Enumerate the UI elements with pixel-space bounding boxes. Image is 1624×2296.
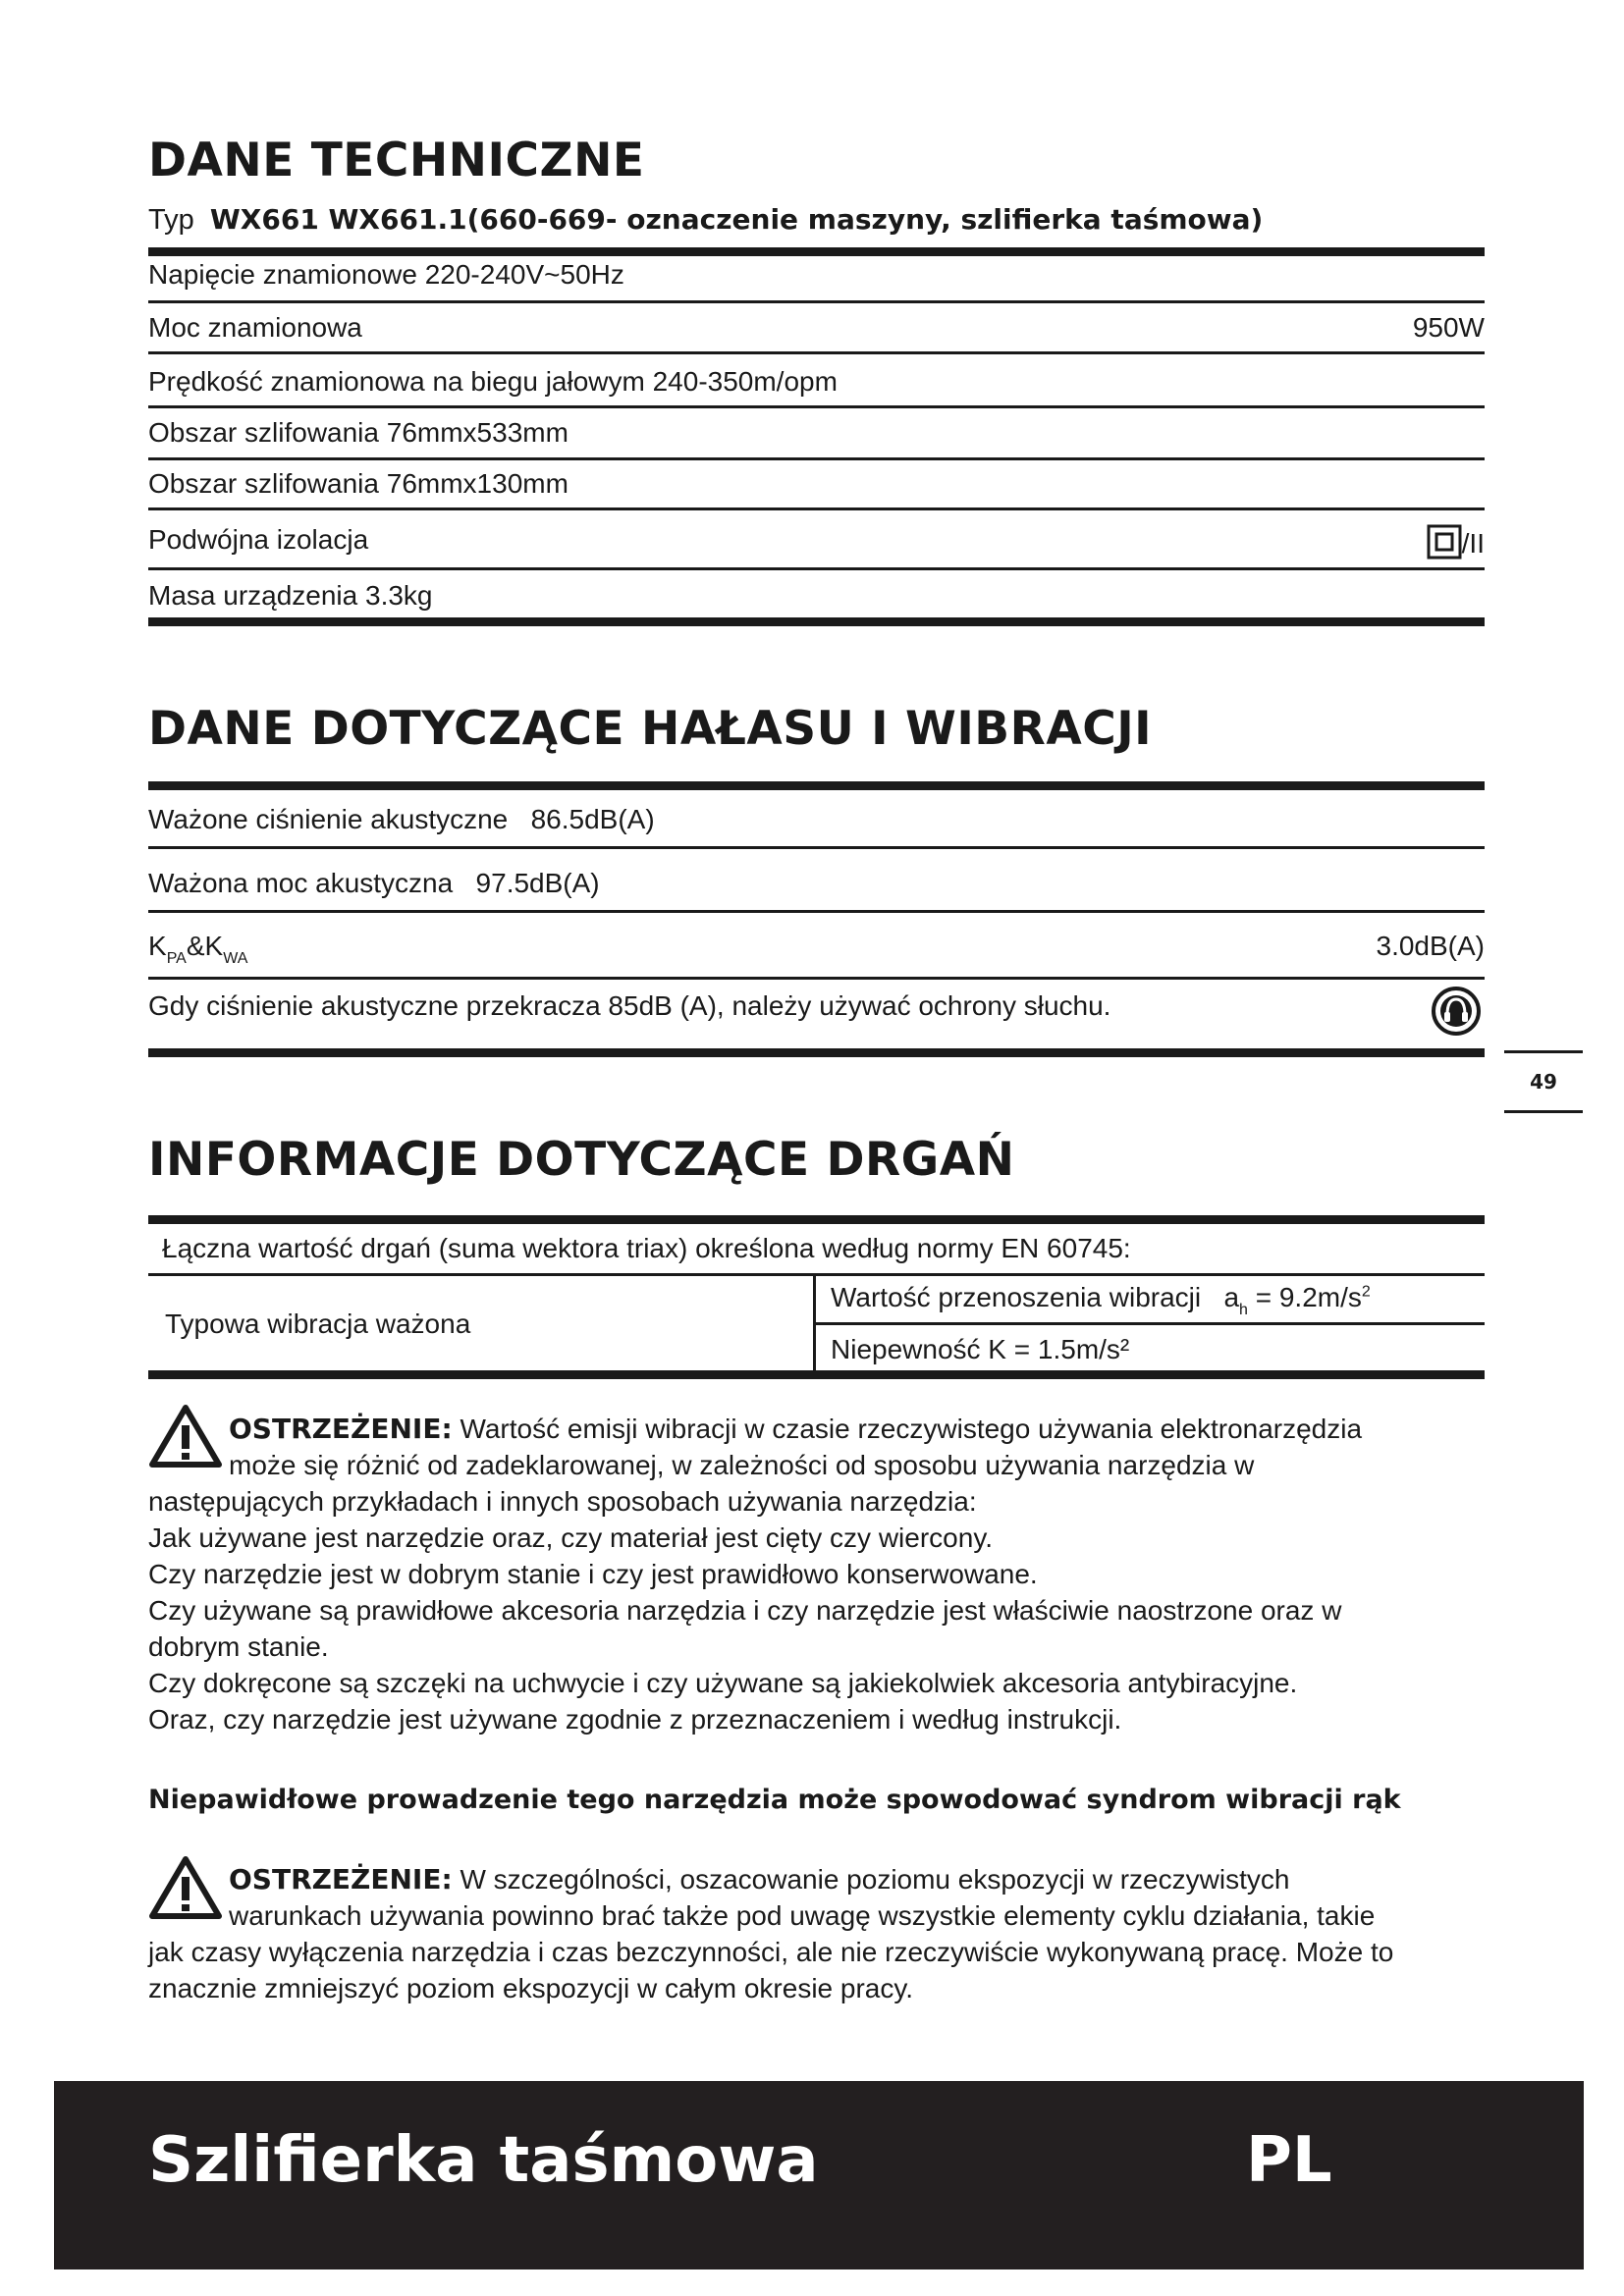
- warning-block-2: OSTRZEŻENIE: W szczególności, oszacowanie poziomu ekspozycji w rzeczywistych warunkach używania powinno brać także pod uwagę wszystkie elementy cyklu działania, takie jak czasy wyłączenia narzędzia i czas bezczynności, ale nie rzeczywiście wykonywaną pracę. Może to znacznie zmniejszyć poziom ekspozycji w całym okresie pracy.: [148, 1863, 1394, 2003]
- vibration-transfer: Wartość przenoszenia wibracji $a_h = 9.2m/s^2$: [831, 1282, 1371, 1318]
- footer-title: Szlifierka taśmowa: [148, 2124, 819, 2197]
- footer-band: [54, 2081, 1584, 2269]
- table-top-rule: [148, 781, 1485, 790]
- tech-row-insulation: Podwójna izolacja /II: [148, 524, 1485, 559]
- noise-row-pressure: Ważone ciśnienie akustyczne 86.5dB(A): [148, 804, 655, 834]
- power-value: 97.5dB(A): [475, 868, 600, 898]
- tech-section-title: DANE TECHNICZNE: [148, 133, 645, 187]
- tech-row-area2: Obszar szlifowania 76mmx130mm: [148, 468, 568, 499]
- row-divider: [148, 507, 1485, 510]
- table-bottom-rule: [148, 617, 1485, 626]
- tech-row-speed: Prędkość znamionowa na biegu jałowym 240-350m/opm: [148, 366, 838, 397]
- pressure-value: 86.5dB(A): [530, 804, 655, 834]
- table-top-rule: [148, 1215, 1485, 1224]
- row-divider: [148, 910, 1485, 913]
- page-number: 49: [1504, 1050, 1583, 1113]
- row-divider: [148, 846, 1485, 849]
- tech-row-power: Moc znamionowa 950W: [148, 312, 1485, 343]
- type-label: Typ: [148, 204, 194, 236]
- vibration-section-title: INFORMACJE DOTYCZĄCE DRGAŃ: [148, 1133, 1015, 1187]
- row-divider: [148, 1273, 1485, 1276]
- noise-row-hearing: Gdy ciśnienie akustyczne przekracza 85dB (A), należy używać ochrony słuchu.: [148, 990, 1111, 1021]
- tech-row-mass: Masa urządzenia 3.3kg: [148, 580, 433, 611]
- type-value: WX661 WX661.1(660-669- oznaczenie maszyny, szlifierka taśmowa): [209, 203, 1264, 236]
- row-divider: [148, 351, 1485, 354]
- tech-type-line: [148, 203, 1263, 237]
- vibration-left-label: Typowa wibracja ważona: [165, 1308, 471, 1339]
- footer-language: PL: [1246, 2124, 1332, 2197]
- row-divider: [148, 300, 1485, 303]
- double-insulation-icon: [1427, 524, 1462, 560]
- k-value: 3.0dB(A): [1376, 931, 1485, 961]
- row-divider: [813, 1322, 1485, 1325]
- row-divider: [148, 405, 1485, 408]
- tech-row-voltage: Napięcie znamionowe 220-240V~50Hz: [148, 259, 624, 290]
- vibration-header: Łączna wartość drgań (suma wektora triax) określona według normy EN 60745:: [162, 1233, 1131, 1263]
- row-divider: [148, 977, 1485, 980]
- table-top-rule: [148, 247, 1485, 256]
- row-divider: [148, 567, 1485, 570]
- warning-label: OSTRZEŻENIE:: [229, 1863, 453, 1896]
- warning-label: OSTRZEŻENIE:: [229, 1413, 453, 1445]
- insulation-class: /II: [1461, 528, 1485, 559]
- hav-note: Niepawidłowe prowadzenie tego narzędzia może spowodować syndrom wibracji rąk: [148, 1785, 1401, 1815]
- table-bottom-rule: [148, 1370, 1485, 1379]
- noise-row-uncertainty: $K_{PA}\&K_{WA}$ 3.0dB(A): [148, 931, 1485, 967]
- power-value: 950W: [1412, 312, 1485, 343]
- noise-row-power: Ważona moc akustyczna 97.5dB(A): [148, 868, 600, 898]
- vibration-uncertainty: Niepewność K = 1.5m/s²: [831, 1334, 1130, 1364]
- tech-row-area1: Obszar szlifowania 76mmx533mm: [148, 417, 568, 448]
- table-bottom-rule: [148, 1048, 1485, 1057]
- ear-protection-icon: [1431, 986, 1482, 1037]
- warning-block-1: OSTRZEŻENIE: Wartość emisji wibracji w czasie rzeczywistego używania elektronarzędzia może się różnić od zadeklarowanej, w zależności od sposobu używania narzędzia w następujących przykładach i innych sposobach używania narzędzia: Jak używane jest narzędzie oraz, czy materiał jest cięty czy wiercony. Czy narzędzie jest w dobrym stanie i czy jest prawidłowo konserwowane. Czy używane są prawidłowe akcesoria narzędzia i czy narzędzie jest właściwie naostrzone oraz w dobrym stanie. Czy dokręcone są szczęki na uchwycie i czy używane są jakiekolwiek akcesoria antybiracyjne. Oraz, czy narzędzie jest używane zgodnie z przeznaczeniem i według instrukcji.: [148, 1413, 1363, 1735]
- noise-section-title: DANE DOTYCZĄCE HAŁASU I WIBRACJI: [148, 702, 1153, 756]
- row-divider: [148, 457, 1485, 460]
